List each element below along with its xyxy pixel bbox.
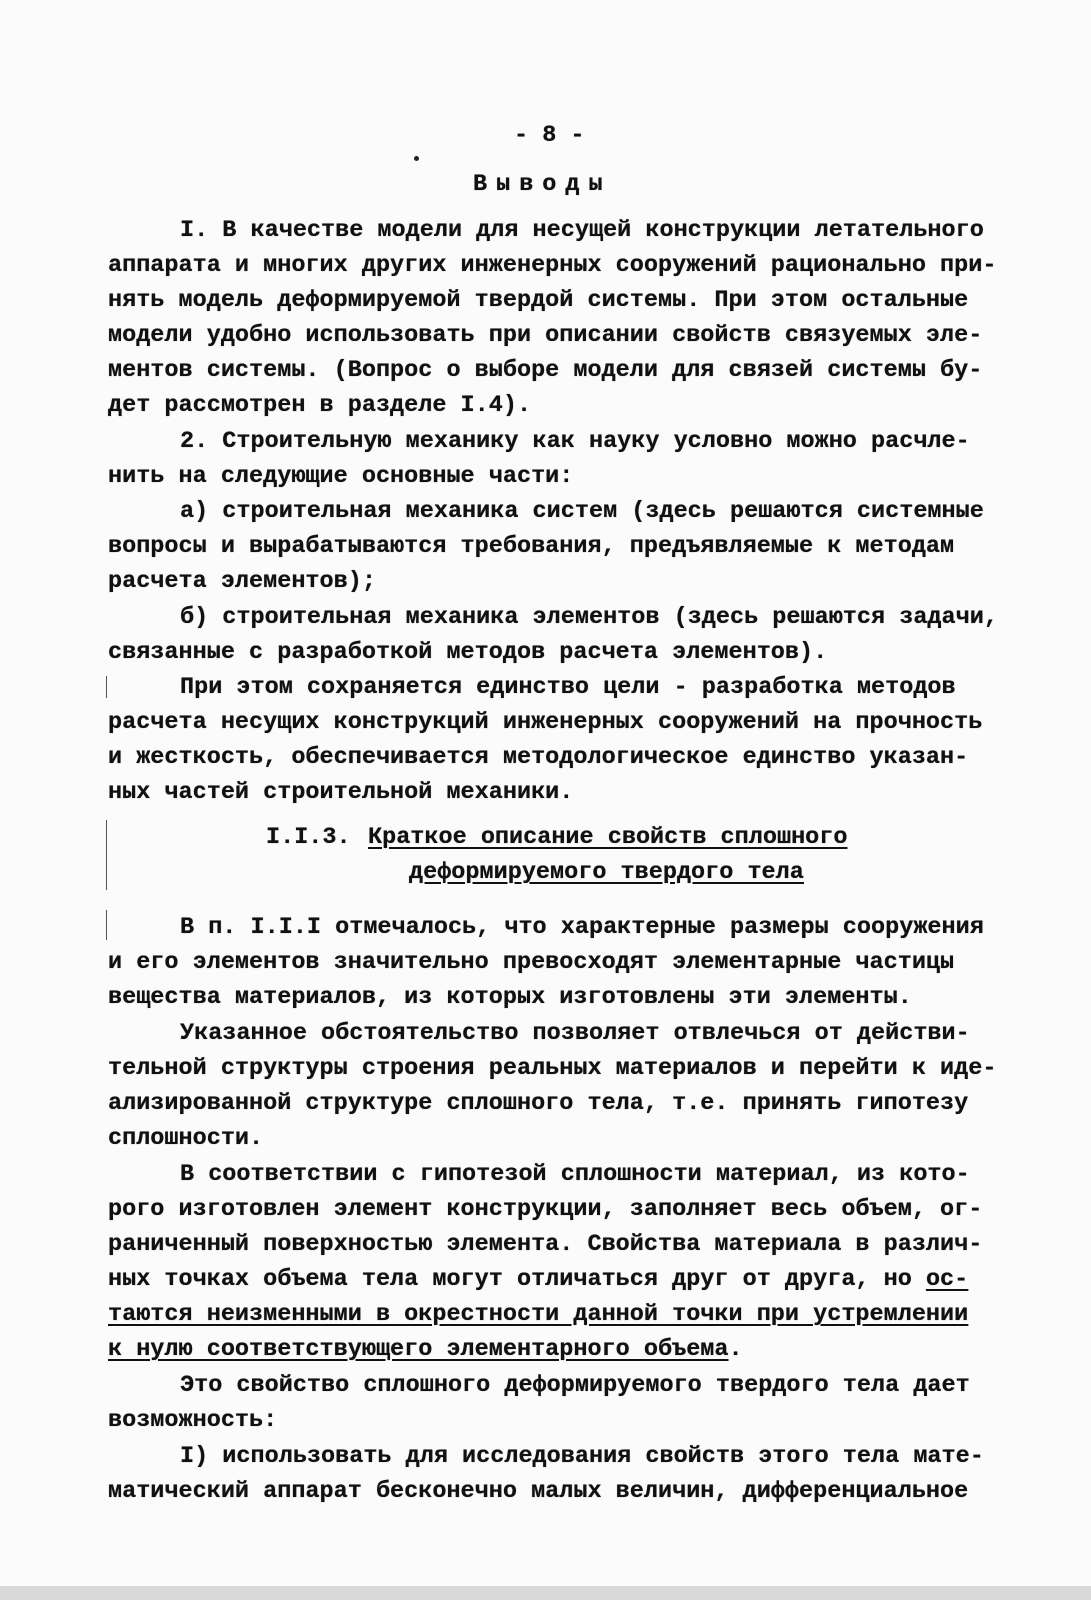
- text-line: и его элементов значительно превосходят элементарные частицы: [108, 949, 955, 976]
- underlined-text: к нулю соответствующего элементарного объема: [108, 1336, 729, 1363]
- text-line: связанные с разработкой методов расчета элементов).: [108, 639, 828, 666]
- heading: Выводы: [473, 171, 612, 198]
- text-line: При этом сохраняется единство цели - разработка методов: [180, 674, 956, 701]
- ink-dot: [414, 156, 419, 161]
- text-line: I. В качестве модели для несущей конструкции летательного: [180, 217, 984, 244]
- text-line: и жесткость, обеспечивается методологическое единство указан-: [108, 744, 969, 771]
- text-line: нять модель деформируемой твердой системы. При этом остальные: [108, 287, 969, 314]
- section-title-line-1: Краткое описание свойств сплошного: [368, 824, 848, 851]
- text-line: раниченный поверхностью элемента. Свойства материала в различ-: [108, 1231, 983, 1258]
- text-line: В п. I.I.I отмечалось, что характерные размеры сооружения: [180, 914, 984, 941]
- page-number: - 8 -: [514, 122, 585, 149]
- underlined-text: ос-: [925, 1266, 969, 1293]
- section-title-line-2: деформируемого твердого тела: [409, 859, 804, 886]
- margin-mark: [106, 910, 107, 940]
- text-line: сплошности.: [108, 1125, 264, 1152]
- text-line: вещества материалов, из которых изготовлены эти элементы.: [108, 984, 912, 1011]
- text-line: Указанное обстоятельство позволяет отвлечься от действи-: [180, 1020, 970, 1047]
- text-line: [108, 1265, 968, 1295]
- text-line: Это свойство сплошного деформируемого твердого тела дает: [180, 1372, 970, 1399]
- text-line: аппарата и многих других инженерных сооружений рационально при-: [108, 252, 997, 279]
- text-line: тельной структуры строения реальных материалов и перейти к иде-: [108, 1055, 997, 1082]
- text-line: ализированной структуре сплошного тела, т.е. принять гипотезу: [108, 1090, 969, 1117]
- text-line: расчета несущих конструкций инженерных сооружений на прочность: [108, 709, 983, 736]
- text-line: матический аппарат бесконечно малых величин, дифференциальное: [108, 1478, 969, 1505]
- section-number: I.I.3.: [266, 824, 351, 851]
- text-line: модели удобно использовать при описании свойств связуемых эле-: [108, 322, 983, 349]
- text-line: В соответствии с гипотезой сплошности материал, из кото-: [180, 1161, 970, 1188]
- text-line-start: ных точках объема тела могут отличаться друг от друга, но: [108, 1266, 926, 1293]
- text-line: дет рассмотрен в разделе I.4).: [108, 392, 532, 419]
- text-line: рого изготовлен элемент конструкции, заполняет весь объем, ог-: [108, 1196, 983, 1223]
- text-line: ных частей строительной механики.: [108, 779, 574, 806]
- scan-edge: [0, 1586, 1091, 1600]
- text-line: а) строительная механика систем (здесь решаются системные: [180, 498, 984, 525]
- text-line: нить на следующие основные части:: [108, 463, 574, 490]
- text-line: б) строительная механика элементов (здесь решаются задачи,: [180, 604, 998, 631]
- margin-mark: [106, 820, 107, 890]
- underlined-text-line: таются неизменными в окрестности данной точки при устремлении: [108, 1301, 969, 1328]
- text-line: вопросы и вырабатываются требования, предъявляемые к методам: [108, 533, 955, 560]
- text-line: ментов системы. (Вопрос о выборе модели для связей системы бу-: [108, 357, 983, 384]
- text-line: I) использовать для исследования свойств этого тела мате-: [180, 1443, 984, 1470]
- text-line: [108, 1335, 743, 1365]
- margin-mark: [106, 676, 107, 698]
- text-line-end: .: [728, 1336, 743, 1363]
- text-line: 2. Строительную механику как науку условно можно расчле-: [180, 428, 970, 455]
- text-line: расчета элементов);: [108, 568, 376, 595]
- text-line: возможность:: [108, 1407, 278, 1434]
